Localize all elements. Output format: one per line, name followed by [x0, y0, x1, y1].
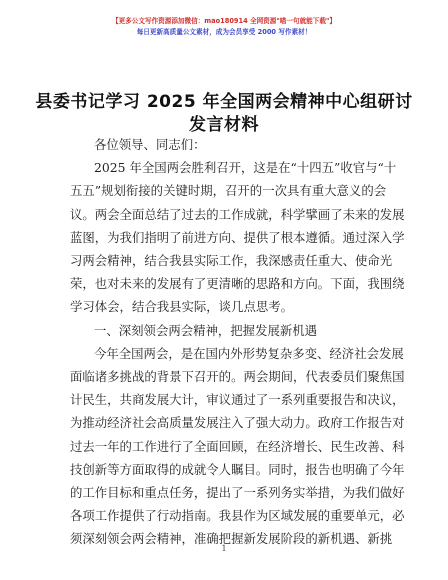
text-line: 学习体会，结合我县实际，谈几点思考。	[70, 299, 294, 315]
document-title-line2: 发言材料	[189, 115, 259, 135]
text-line: 为推动经济社会高质量发展注入了强大动力。政府工作报告对	[70, 415, 405, 431]
salutation: 各位领导、同志们：	[94, 137, 206, 152]
document-body	[70, 133, 405, 551]
text-line: 今年全国两会，是在国内外形势复杂多变、经济社会发展	[94, 345, 404, 361]
text-line: 的工作目标和重点任务，提出了一系列务实举措，为我们做好	[70, 485, 405, 501]
promo-banner-line1: 【更多公文写作资源添加微信：mao180914 全网资源"喵一句就能下载"】	[112, 17, 336, 25]
section-heading: 一、深刻领会两会精神，把握发展新机遇	[94, 322, 318, 338]
text-line: 习两会精神，结合我县实际工作，我深感责任重大、使命光	[70, 253, 393, 269]
text-line: 五五”规划衔接的关键时期，召开的一次具有重大意义的会	[70, 183, 387, 199]
text-line: 荣，也对未来的发展有了更清晰的思路和方向。下面，我围绕	[70, 276, 405, 292]
document-title-line1: 县委书记学习 2025 年全国两会精神中心组研讨	[35, 92, 413, 112]
text-line: 须深刻领会两会精神，准确把握新发展阶段的新机遇、新挑	[70, 531, 393, 547]
text-line: 面临诸多挑战的背景下召开的。两会期间，代表委员们聚焦国	[70, 369, 405, 385]
page-number: 1	[221, 544, 227, 553]
text-line: 过去一年的工作进行了全面回顾，在经济增长、民生改善、科	[70, 438, 405, 454]
text-line: 蓝图，为我们指明了前进方向、提供了根本遵循。通过深入学	[70, 229, 405, 245]
text-line: 技创新等方面取得的成就令人瞩目。同时，报告也明确了今年	[70, 461, 405, 477]
promo-banner-line2: 每日更新高质量公文素材，成为会员享受 2000 写作素材！	[136, 28, 312, 36]
text-line: 各项工作提供了行动指南。我县作为区域发展的重要单元，必	[70, 508, 405, 524]
text-line: 议。两会全面总结了过去的工作成就，科学擘画了未来的发展	[70, 206, 405, 222]
text-line: 2025 年全国两会胜利召开，这是在“十四五”收官与“十	[94, 160, 397, 176]
text-line: 计民生，共商发展大计，审议通过了一系列重要报告和决议，	[70, 392, 405, 408]
